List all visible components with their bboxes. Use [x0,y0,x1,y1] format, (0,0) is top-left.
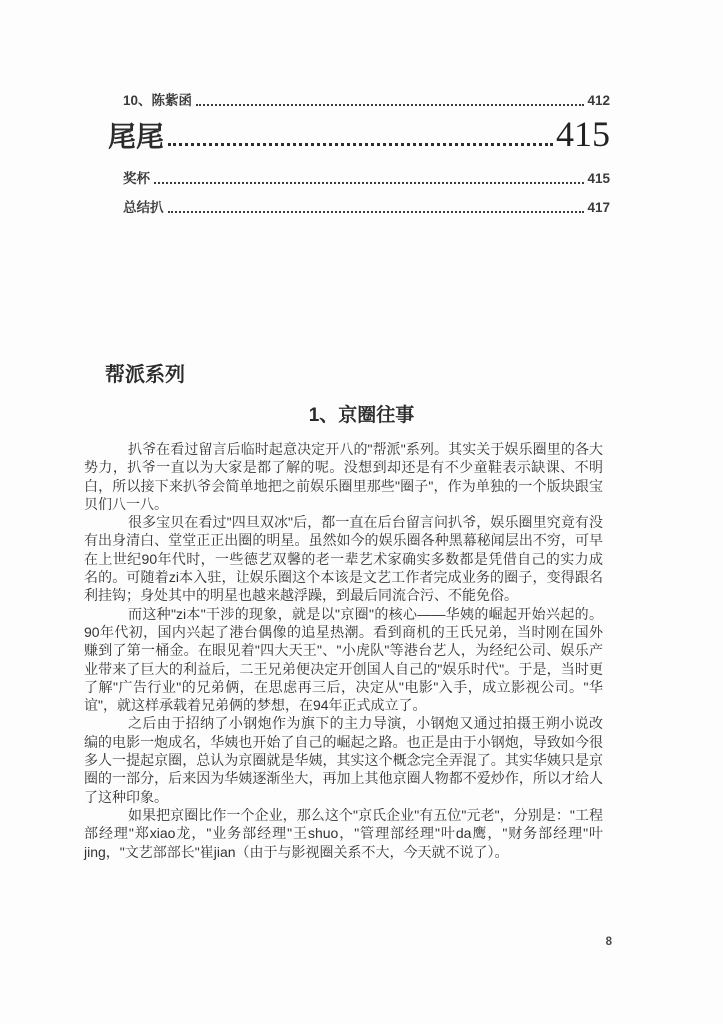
toc-entry-label: 总结扒 [123,200,164,215]
toc-entry-page: 412 [587,93,610,108]
toc-entry-page: 415 [587,171,610,186]
toc-entry-label: 10、陈紫函 [123,93,193,108]
chapter-title: 1、京圈往事 [308,405,415,426]
toc-leader-dots [154,182,584,184]
toc-entry-label: 奖杯 [123,171,150,186]
body-paragraph-4: 之后由于招纳了小钢炮作为旗下的主力导演，小钢炮又通过拍摄王朔小说改编的电影一炮成名，华姨也开始了自己的崛起之路。也正是由于小钢炮，导致如今很多人一提起京圈，总认为京圈就是华姨，其实这个概念完全弄混了。其实华姨只是京圈的一部分，后来因为华姨逐渐坐大，再加上其他京圈人物都不爱炒作，所以才给人了这种印象。 [84,715,603,805]
table-of-contents [108,93,610,216]
body-paragraph-1: 扒爷在看过留言后临时起意决定开八的"帮派"系列。其实关于娱乐圈里的各大势力，扒爷一直以为大家是都了解的呢。没想到却还是有不少童鞋表示缺课、不明白，所以接下来扒爷会简单地把之前娱乐圈里那些"圈子"，作为单独的一个版块跟宝贝们八一八。 [84,441,603,512]
toc-leader-dots [168,211,585,213]
body-paragraph-3: 而这种"zi本"干涉的现象，就是以"京圈"的核心——华姨的崛起开始兴起的。90年代初，国内兴起了港台偶像的追星热潮。看到商机的王氏兄弟，当时刚在国外赚到了第一桶金。在眼见着"四大天王"、"小虎队"等港台艺人，为经纪公司、娱乐产业带来了巨大的利益后，二王兄弟便决定开创国人自己的"娱乐时代"。于是，当时更了解"广告行业"的兄弟俩，在思虑再三后，决定从"电影"入手，成立影视公司。"华谊"，就这样承载着兄弟俩的梦想，在94年正式成立了。 [84,605,603,714]
toc-entry-page: 417 [587,200,610,215]
page-number: 8 [605,936,612,948]
body-text-block [84,440,603,861]
toc-entry-trophy[interactable] [108,171,610,187]
toc-leader-dots [196,104,584,106]
toc-entry-summary[interactable] [108,200,610,216]
body-paragraph-5: 如果把京圈比作一个企业，那么这个"京氏企业"有五位"元老"，分别是："工程部经理"郑xiao龙，"业务部经理"王shuo，"管理部经理"叶da鹰，"财务部经理"叶jing，"文艺部部长"崔jian（由于与影视圈关系不大，今天就不说了）。 [84,806,603,860]
toc-entry-weiwei[interactable] [108,114,610,154]
toc-entry-label: 尾尾 [108,121,165,152]
toc-entry-page: 415 [556,114,610,154]
toc-entry-chen-zihan[interactable] [108,93,610,109]
series-section-title: 帮派系列 [105,364,185,386]
body-paragraph-2: 很多宝贝在看过"四旦双冰"后，都一直在后台留言问扒爷，娱乐圈里究竟有没有出身清白、堂堂正正出圈的明星。虽然如今的娱乐圈各种黑幕秘闻层出不穷，可早在上世纪90年代时，一些德艺双馨的老一辈艺术家确实多数都是凭借自己的实力成名的。可随着zi本入驻，让娱乐圈这个本该是文艺工作者完成业务的圈子，变得跟名利挂钩；身处其中的明星也越来越浮躁，到最后同流合污、不能免俗。 [84,514,603,604]
toc-leader-dots [168,143,553,146]
